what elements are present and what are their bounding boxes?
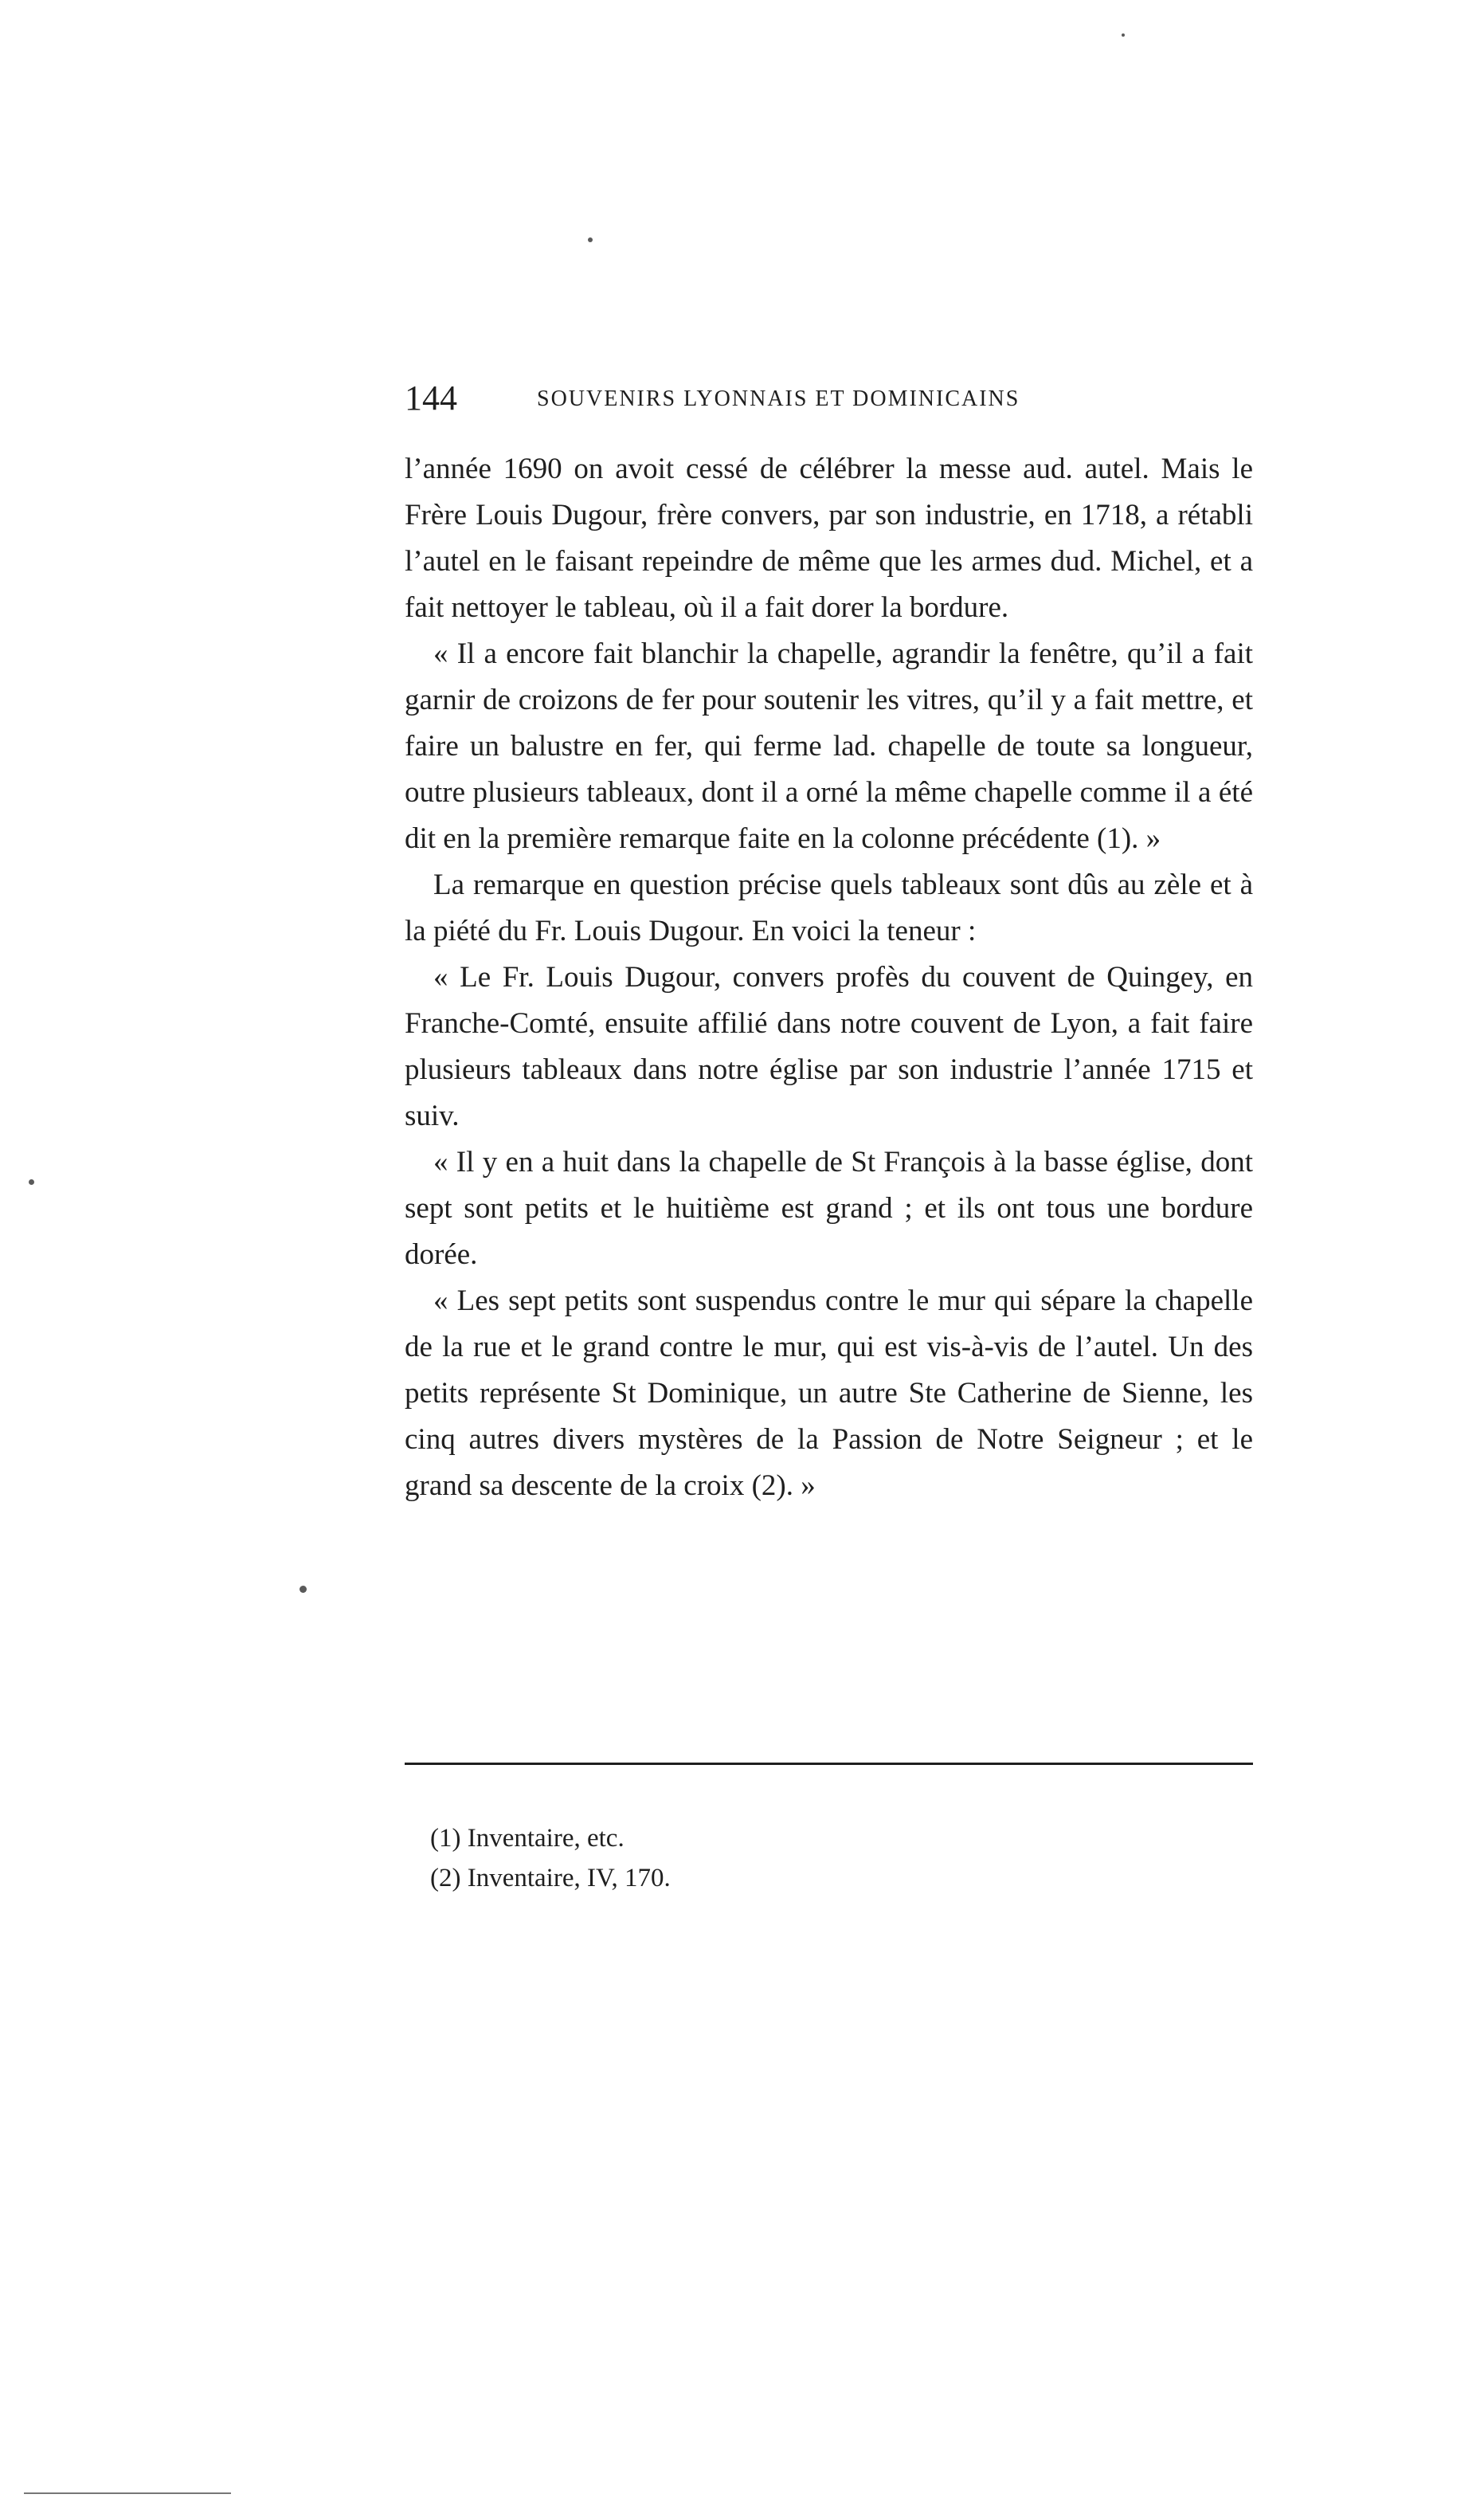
paragraph-2: « Il a encore fait blanchir la chapelle, agrandir la fenêtre, qu’il a fait garnir de croizons de fer pour soutenir les vitres, qu’il y a fait mettre, et faire un balustre en fer, qui ferme lad. chapelle de toute sa longueur, outre plusieurs tableaux, dont il a orné la même chapelle comme il a été dit en la première remarque faite en la colonne précédente (1). » [405,637,1253,855]
running-title: SOUVENIRS LYONNAIS ET DOMINICAINS [537,386,1020,411]
paragraph-3: La remarque en question précise quels tableaux sont dûs au zèle et à la piété du Fr. Louis Dugour. En voici la teneur : [405,869,1253,947]
paragraph-5: « Il y en a huit dans la chapelle de St François à la basse église, dont sept sont petits et le huitième est grand ; et ils ont tous une bordure dorée. [405,1146,1253,1271]
scan-edge-line [24,2492,231,2494]
body-text [405,446,1253,1509]
scan-speck [588,237,593,242]
scan-speck [29,1179,34,1185]
paragraph-4: « Le Fr. Louis Dugour, convers profès du couvent de Quingey, en Franche-Comté, ensuite affilié dans notre couvent de Lyon, a fait faire plusieurs tableaux dans notre église par son industrie l’année 1715 et suiv. [405,961,1253,1132]
scan-speck [1122,33,1125,37]
footnote-rule [405,1763,1253,1765]
footnote-1: (1) Inventaire, etc. [430,1824,625,1853]
paragraph-1: l’année 1690 on avoit cessé de célébrer la messe aud. autel. Mais le Frère Louis Dugour, frère convers, par son industrie, en 1718, a rétabli l’autel en le faisant repeindre de même que les armes dud. Michel, et a fait nettoyer le tableau, où il a fait dorer la bordure. [405,453,1253,624]
scan-speck [300,1586,307,1593]
page-number: 144 [405,378,457,418]
footnote-2: (2) Inventaire, IV, 170. [430,1864,671,1892]
page-header [405,375,1253,422]
footnotes [430,1818,1227,1898]
paragraph-6: « Les sept petits sont suspendus contre le mur qui sépare la chapelle de la rue et le grand contre le mur, qui est vis-à-vis de l’autel. Un des petits représente St Dominique, un autre Ste Catherine de Sienne, les cinq autres divers mystères de la Passion de Notre Seigneur ; et le grand sa descente de la croix (2). » [405,1284,1253,1502]
